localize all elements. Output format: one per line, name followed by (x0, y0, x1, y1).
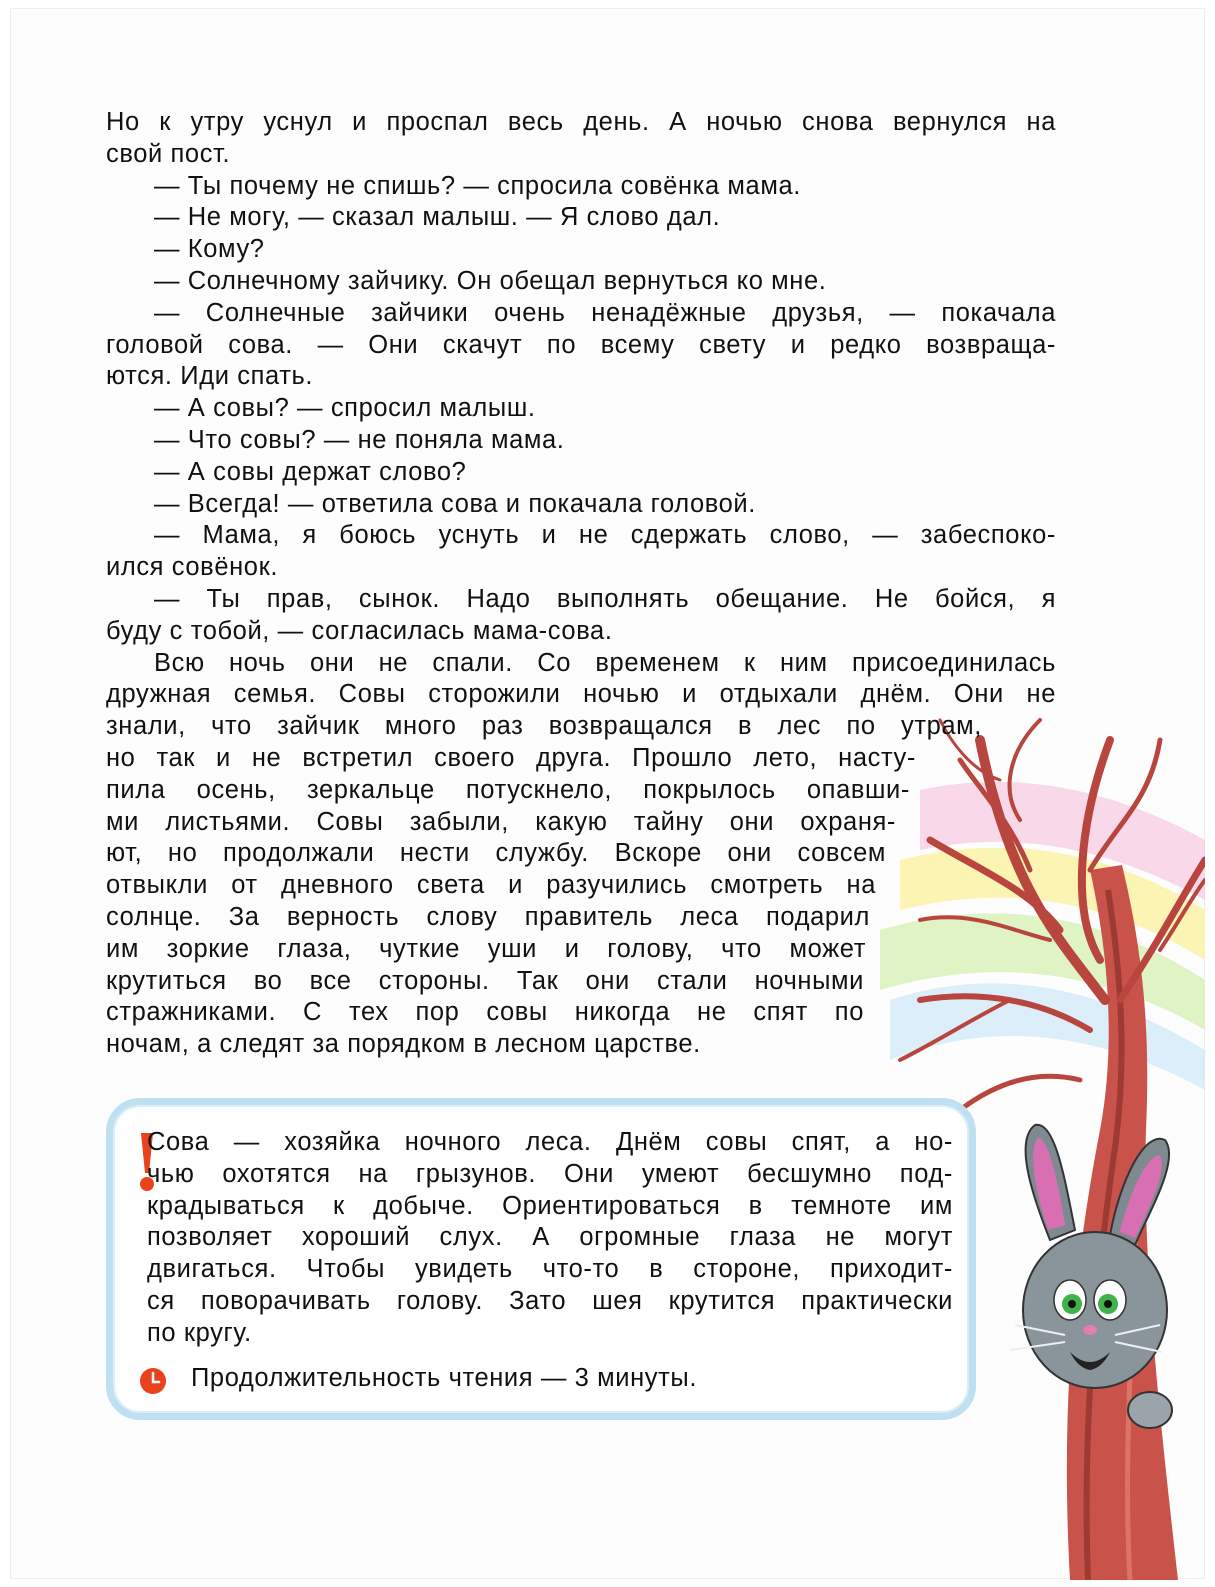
fact-line: Сова — хозяйка ночного леса. Днём совы спят, а но- (147, 1128, 953, 1156)
story-line: ются. Иди спать. (106, 362, 314, 391)
story-line: головой сова. — Они скачут по всему свету и редко возвраща- (106, 330, 1056, 359)
story-line: пила осень, зеркальце потускнело, покрылось опавши- (106, 775, 910, 804)
story-line: крутиться во все стороны. Так они стали ночными (106, 966, 864, 995)
story-line: отвыкли от дневного света и разучились смотреть на (106, 871, 876, 900)
story-line: — Что совы? — не поняла мама. (154, 425, 565, 454)
story-line: — Кому? (154, 235, 265, 264)
story-line: буду с тобой, — согласилась мама-сова. (106, 616, 613, 645)
story-line: — Солнечному зайчику. Он обещал вернуться ко мне. (154, 266, 827, 295)
story-line: — А совы? — спросил малыш. (154, 394, 536, 423)
fact-line: позволяет хороший слух. А огромные глаза не могут (147, 1223, 953, 1252)
story-text (106, 107, 1056, 1061)
fact-line: двигаться. Чтобы увидеть что-то в стороне, приходит- (147, 1255, 953, 1284)
story-line: Всю ночь они не спали. Со временем к ним присоединилась (154, 648, 1056, 677)
fact-line: ся поворачивать голову. Зато шея крутится практически (147, 1286, 953, 1315)
fact-box (106, 1098, 976, 1420)
story-line: ют, но продолжали нести службу. Вскоре они совсем (106, 839, 886, 868)
fact-line: по кругу. (147, 1318, 252, 1347)
clock-icon (139, 1367, 167, 1395)
fact-line: чью охотятся на грызунов. Они умеют бесшумно под- (147, 1159, 953, 1188)
story-line: — А совы держат слово? (154, 457, 467, 486)
story-line: ми листьями. Совы забыли, какую тайну они охраня- (106, 807, 896, 836)
fact-line: крадываться к добыче. Ориентироваться в темноте им (147, 1191, 953, 1220)
story-line: — Солнечные зайчики очень ненадёжные друзья, — покачала (154, 298, 1056, 327)
story-line: — Всегда! — ответила сова и покачала головой. (154, 489, 756, 518)
story-line: — Не могу, — сказал малыш. — Я слово дал. (154, 203, 721, 232)
story-line: — Мама, я боюсь уснуть и не сдержать слово, — забеспоко- (154, 521, 1056, 550)
reading-time: Продолжительность чтения — 3 минуты. (191, 1364, 698, 1392)
story-line: но так и не встретил своего друга. Прошло лето, насту- (106, 743, 916, 772)
story-line: знали, что зайчик много раз возвращался в лес по утрам, (106, 712, 982, 741)
story-line: Но к утру уснул и проспал весь день. А ночью снова вернулся на (106, 108, 1056, 136)
fact-text (147, 1127, 953, 1350)
story-line: — Ты почему не спишь? — спросила совёнка мама. (154, 171, 801, 200)
story-line: стражниками. С тех пор совы никогда не спят по (106, 998, 864, 1027)
story-line: им зоркие глаза, чуткие уши и голову, что может (106, 934, 866, 963)
story-line: дружная семья. Совы сторожили ночью и отдыхали днём. Они не (106, 680, 1056, 709)
story-line: ночам, а следят за порядком в лесном царстве. (106, 1030, 701, 1059)
story-line: — Ты прав, сынок. Надо выполнять обещание. Не бойся, я (154, 584, 1056, 613)
story-line: ился совёнок. (106, 553, 279, 582)
story-line: солнце. За верность слову правитель леса подарил (106, 902, 870, 931)
story-line: свой пост. (106, 139, 231, 168)
